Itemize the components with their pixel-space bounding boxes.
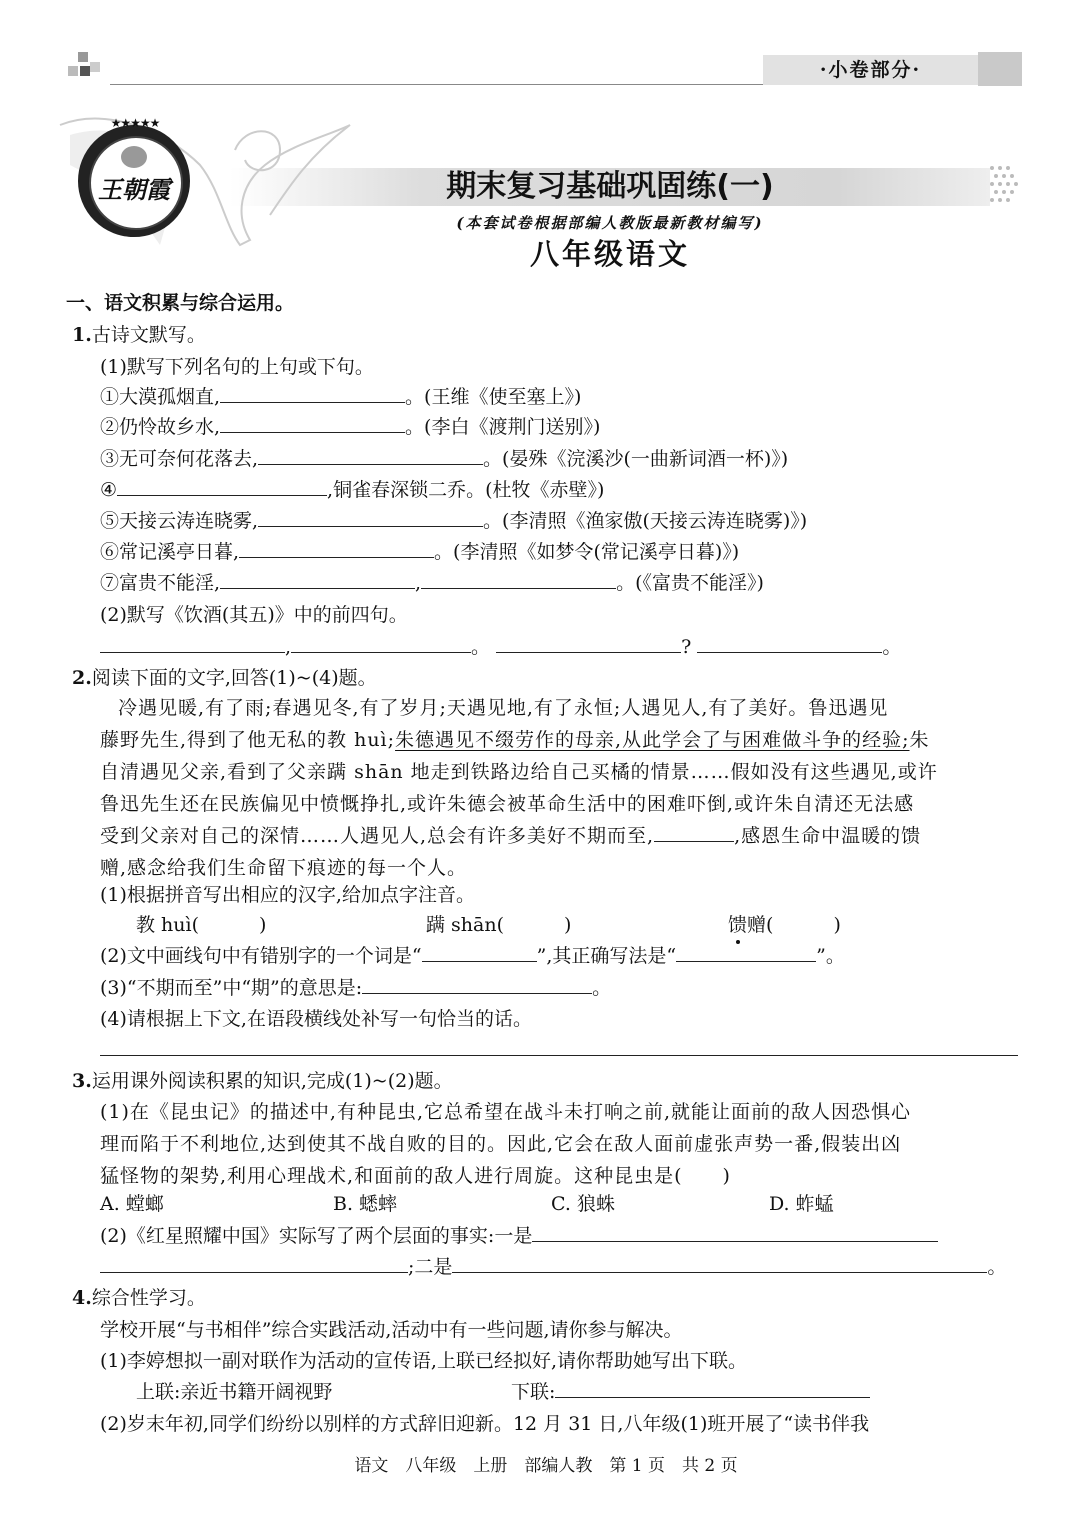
q1-sub2: (2)默写《饮酒(其五)》中的前四句。: [100, 604, 408, 626]
option-c[interactable]: C. 狼蛛: [551, 1193, 615, 1215]
answer-blank[interactable]: [220, 382, 405, 403]
q3-passage: (1)在《昆虫记》的描述中,有种昆虫,它总希望在战斗未打响之前,就能让面前的敌人因恐惧心 理而陷于不利地位,达到使其不战自败的目的。因此,它会在敌人面前虚张声势一番,假装出凶 猛怪物的架势,利用心理战术,和面前的敌人进行周旋。这种昆虫是( ): [100, 1101, 912, 1187]
banner-dots-decoration: [988, 162, 1024, 210]
q1-item-3: ③无可奈何花落去, 。(晏殊《浣溪沙(一曲新词酒一杯)》): [100, 444, 788, 474]
grade-title: 八年级语文: [529, 237, 690, 271]
answer-blank[interactable]: [697, 632, 882, 653]
answer-blank[interactable]: [422, 941, 537, 962]
answer-blank[interactable]: [654, 823, 734, 842]
answer-blank[interactable]: [496, 632, 681, 653]
q3-s2-cont: ;二是 。: [100, 1252, 1006, 1282]
q1-poem-blanks: , 。 ? 。: [100, 632, 901, 662]
q1-item-1: ①大漠孤烟直, 。(王维《使至塞上》): [100, 382, 581, 412]
q3-header: 3.运用课外阅读积累的知识,完成(1)~(2)题。: [72, 1070, 453, 1092]
section-badge-text: ·小卷部分·: [819, 59, 922, 81]
brand-logo: [78, 116, 190, 237]
answer-blank[interactable]: [117, 475, 327, 496]
answer-blank[interactable]: [362, 973, 592, 994]
q1-item-4: ④ ,铜雀春深锁二乔。(杜牧《赤壁》): [100, 475, 604, 505]
q2-s2: (2)文中画线句中有错别字的一个词是“ ”,其正确写法是“ ”。: [100, 941, 845, 971]
answer-blank[interactable]: [452, 1252, 987, 1273]
section-badge-tab: [978, 52, 1022, 86]
answer-blank[interactable]: [421, 568, 616, 589]
q4-intro: 学校开展“与书相伴”综合实践活动,活动中有一些问题,请你参与解决。: [100, 1319, 683, 1341]
underlined-sentence: 朱德遇见不缀劳作的母亲,从此学会了与困难做斗争的经验;: [395, 729, 910, 751]
answer-blank[interactable]: [100, 1252, 408, 1273]
q1-header: 1.古诗文默写。: [72, 324, 206, 346]
q1-sub1: (1)默写下列名句的上句或下句。: [100, 356, 374, 378]
q1-item-6: ⑥常记溪亭日暮, 。(李清照《如梦令(常记溪亭日暮)》): [100, 537, 739, 567]
q4-header: 4.综合性学习。: [72, 1287, 206, 1309]
page-subtitle: (本套试卷根据部编人教版最新教材编写): [456, 214, 764, 232]
q4-s1: (1)李婷想拟一副对联作为活动的宣传语,上联已经拟好,请你帮助她写出下联。: [100, 1350, 747, 1372]
answer-blank[interactable]: [239, 537, 434, 558]
answer-blank[interactable]: [532, 1221, 938, 1242]
star-icon: ★★★★★: [110, 116, 160, 130]
answer-blank[interactable]: [676, 941, 816, 962]
answer-blank[interactable]: [258, 506, 483, 527]
option-b[interactable]: B. 蟋蟀: [333, 1193, 398, 1215]
q1-item-5: ⑤天接云涛连晓雾, 。(李清照《渔家傲(天接云涛连晓雾)》): [100, 506, 807, 536]
dotted-char: 馈: [728, 914, 748, 936]
q2-s3: (3)“不期而至”中“期”的意思是: 。: [100, 973, 611, 1003]
brand-logo-text: 王朝霞: [98, 175, 170, 204]
answer-blank[interactable]: [220, 412, 405, 433]
q2-passage: 冷遇见暖,有了雨;春遇见冬,有了岁月;天遇见地,有了永恒;人遇见人,有了美好。鲁迅遇见 藤野先生,得到了他无私的教 huì;朱德遇见不缀劳作的母亲,从此学会了与困难做斗争的经验;朱 自清遇见父亲,看到了父亲蹒 shān 地走到铁路边给自己买橘的情景……假如没有这些遇见,或许 鲁迅先生还在民族偏见中愤慨挣扎,或许朱德会被革命生活中的困难吓倒,或许朱自清还无法感 受到父亲对自己的深情……人遇见人,总会有许多美好不期而至, ,感恩生命中温暖的馈 赠,感念给我们生命留下痕迹的每一个人。: [100, 697, 938, 879]
option-a[interactable]: A. 螳螂: [100, 1193, 164, 1215]
section-heading: 一、语文积累与综合运用。: [66, 292, 295, 314]
answer-blank[interactable]: [555, 1377, 870, 1398]
answer-blank[interactable]: [291, 632, 471, 653]
q1-item-2: ②仍怜故乡水, 。(李白《渡荆门送别》): [100, 412, 600, 442]
page-title: 期末复习基础巩固练(一): [446, 169, 774, 204]
answer-blank[interactable]: [258, 444, 483, 465]
corner-squares-decoration: [64, 52, 104, 92]
option-d[interactable]: D. 蚱蜢: [769, 1193, 834, 1215]
page-footer: 语文 八年级 上册 部编人教 第 1 页 共 2 页: [354, 1456, 738, 1476]
q3-s2: (2)《红星照耀中国》实际写了两个层面的事实:一是: [100, 1221, 938, 1251]
answer-blank[interactable]: [220, 568, 415, 589]
q2-s4: (4)请根据上下文,在语段横线处补写一句恰当的话。: [100, 1008, 532, 1030]
q1-item-7: ⑦富贵不能淫, , 。(《富贵不能淫》): [100, 568, 764, 598]
q4-s2: (2)岁末年初,同学们纷纷以别样的方式辞旧迎新。12 月 31 日,八年级(1)班开展了“读书伴我: [100, 1413, 870, 1435]
q2-s1: (1)根据拼音写出相应的汉字,给加点字注音。: [100, 884, 475, 906]
q2-header: 2.阅读下面的文字,回答(1)~(4)题。: [72, 667, 377, 689]
answer-blank[interactable]: [100, 632, 285, 653]
answer-line[interactable]: [100, 1055, 1018, 1056]
